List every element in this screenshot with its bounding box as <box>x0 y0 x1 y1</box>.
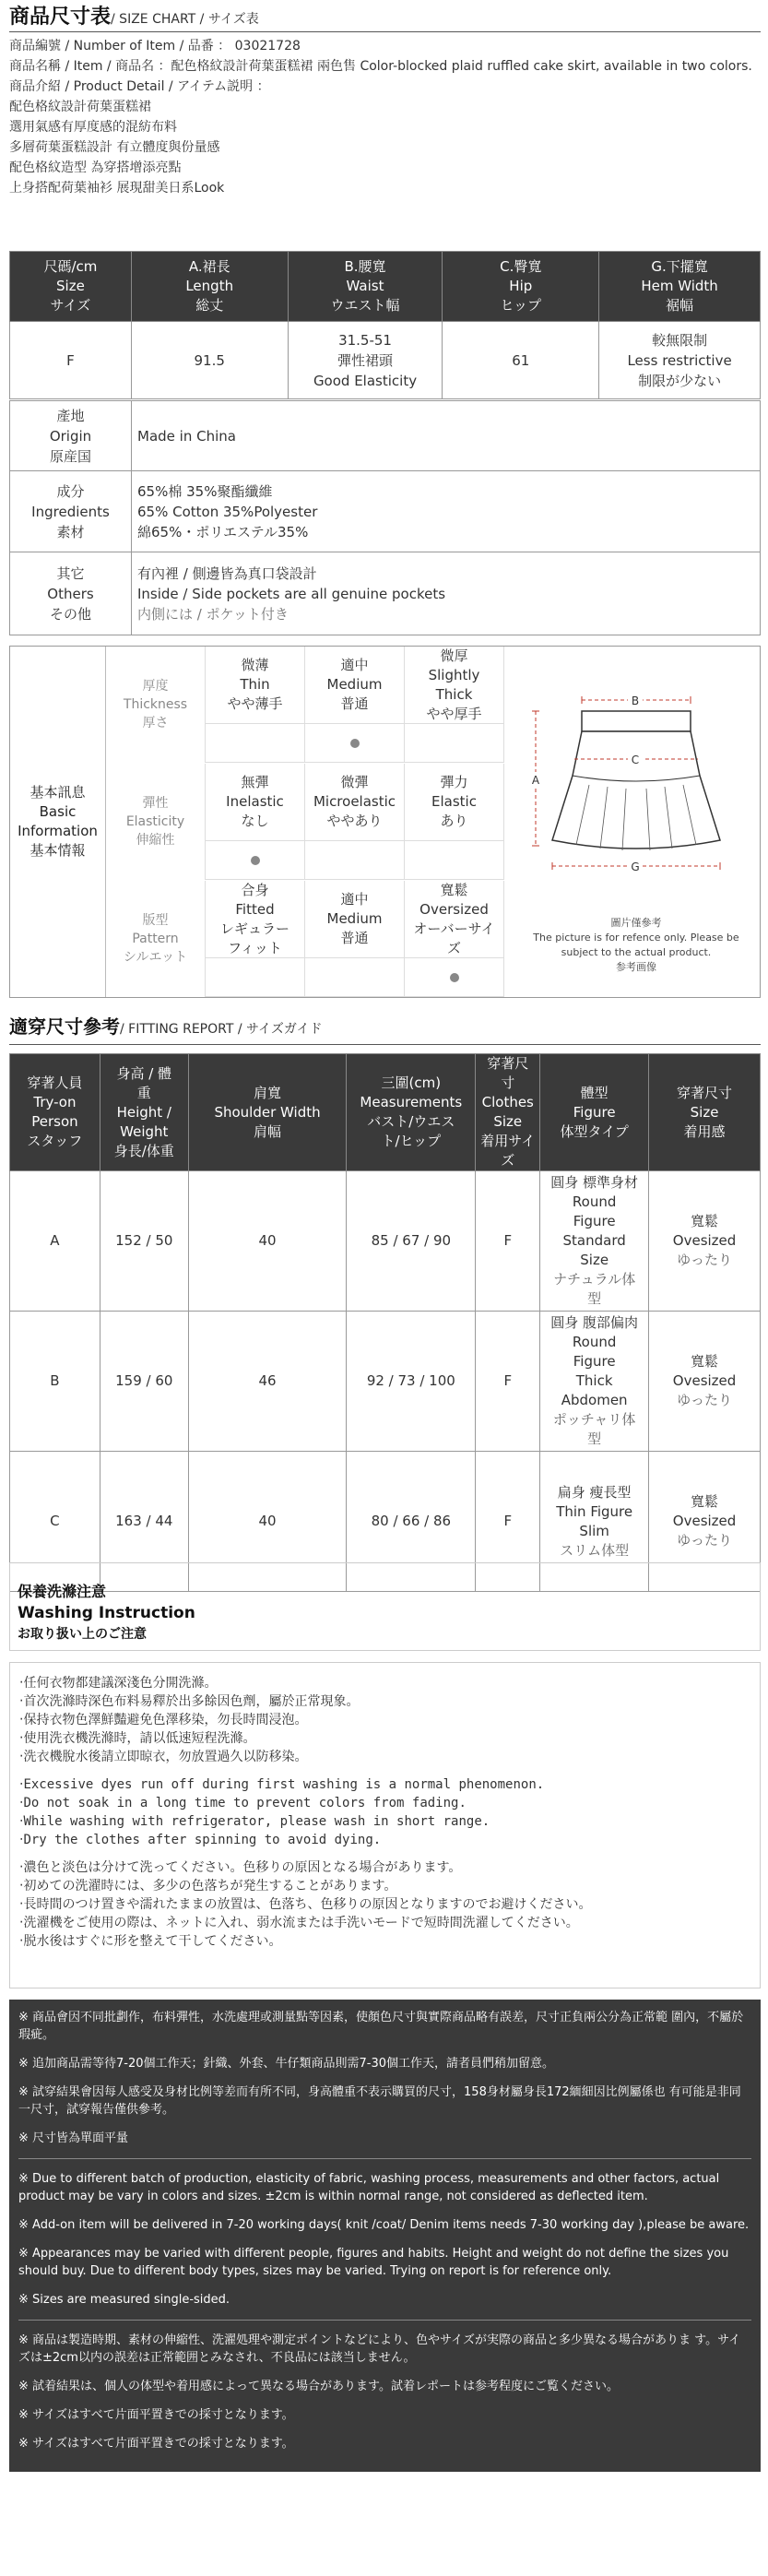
origin-value: Made in China <box>132 401 761 471</box>
header-clothes-size: 穿著尺 寸 Clothes Size 着用サイ ズ <box>476 1054 540 1171</box>
label-b: B <box>631 694 640 707</box>
list-item: ‧初めての洗濯時には、多少の色落ちが発生することがあります。 <box>19 1879 397 1893</box>
option-medium: 適中 Medium 普通 <box>305 647 405 724</box>
elasticity-row <box>106 764 508 881</box>
product-detail-line: 配色格紋設計荷葉蛋糕裙 <box>9 100 151 114</box>
selected-dot-icon <box>350 739 360 748</box>
note-item: ※ 追加商品需等待7-20個工作天；針織、外套、牛仔類商品則需7-30個工作天，請者員們稍加留意。 <box>18 2057 555 2071</box>
product-header <box>9 7 761 198</box>
list-item: ‧Do not soak in a long time to prevent colors from fading. <box>19 1796 467 1810</box>
table-row <box>10 322 761 399</box>
size-chart-title <box>9 7 761 30</box>
header-hem: G.下擺寬 Hem Width 裾幅 <box>599 252 761 322</box>
note-item: ※ Due to different batch of production, elasticity of fabric, washing process, measurements and other factors, actual product may be vary in colors and sizes. ±2cm is within normal range, not considered as deflected item. <box>18 2172 720 2203</box>
list-item: ‧濃色と淡色は分けて洗ってください。色移りの原因となる場合があります。 <box>19 1860 462 1875</box>
option-microelastic: 微彈 Microelastic ややあり <box>305 764 405 841</box>
attribute-grid <box>106 647 508 998</box>
product-detail-line: 選用氣感有厚度感的混紡布料 <box>9 120 177 135</box>
length-cell: 91.5 <box>131 322 288 399</box>
note-item: ※ サイズはすべて片面平置きでの採寸となります。 <box>18 2408 294 2422</box>
header-hip: C.臀寬 Hip ヒップ <box>443 252 599 322</box>
list-item: ‧保持衣物色澤鮮豔避免色澤移染，勿長時間浸泡。 <box>19 1713 308 1727</box>
product-detail-label: 商品介紹 / Product Detail / アイテム説明 ： <box>9 79 270 94</box>
selected-dot-icon <box>450 973 459 982</box>
skirt-diagram <box>515 656 757 988</box>
list-item: ‧使用洗衣機洗滌時，請以低速短程洗滌。 <box>19 1731 256 1746</box>
washing-title-zh: 保養洗滌注意 <box>18 1583 107 1600</box>
others-row: 其它 Others その他 有內裡 / 側邊皆為真口袋設計 Inside / Side pockets are all genuine pockets 内側には / ポケット付き <box>10 552 761 635</box>
title-main: 商品尺寸表 <box>9 6 112 29</box>
note-item: ※ 商品は製造時期、素材の伸縮性、洗濯処理や測定ポイントなどにより、色やサイズが実際の商品と多少異なる場合がありま す。サイズは±2cm以内の誤差は正常範囲とみなされ、不良品には該当しません。 <box>18 2333 741 2365</box>
waist-cell: 31.5-51 彈性裙頭 Good Elasticity <box>288 322 443 399</box>
hem-cell: 較無限制 Less restrictive 制限が少ない <box>599 322 761 399</box>
divider <box>9 31 761 32</box>
option-slightly-thick: 微厚 Slightly Thick やや厚手 <box>405 647 504 724</box>
product-detail-line: 上身搭配荷葉袖衫 展現甜美日系Look <box>9 181 225 196</box>
note-item: ※ Add-on item will be delivered in 7-20 working days( knit /coat/ Denim items needs 7-30 working day ),please be aware. <box>18 2218 750 2232</box>
selected-marker <box>405 958 504 997</box>
thickness-label: 厚度 Thickness 厚さ <box>106 647 206 763</box>
option-fitted: 合身 Fitted レギュラー フィット <box>206 881 305 958</box>
note-item: ※ 試着結果は、個人の体型や着用感によって異なる場合があります。試着レポートは参考程度にご覧ください。 <box>18 2380 619 2393</box>
others-value: 有內裡 / 側邊皆為真口袋設計 Inside / Side pockets are all genuine pockets 内側には / ポケット付き <box>132 552 761 635</box>
note-item: ※ Appearances may be varied with different people, figures and habits. Height and weight do not define the sizes you should buy. Due to different body types, sizes may be varied. Trying on report is for reference only. <box>18 2247 729 2278</box>
origin-row: 產地 Origin 原産国 Made in China <box>10 401 761 471</box>
header-shoulder: 肩寬 Shoulder Width 肩幅 <box>188 1054 347 1171</box>
washing-title-en: Washing Instruction <box>18 1604 195 1622</box>
washing-instructions <box>9 1662 761 1988</box>
size-table <box>9 251 761 399</box>
washing-title-ja: お取り扱い上のご注意 <box>18 1627 147 1642</box>
label-c: C <box>631 754 640 766</box>
header-length: A.裙長 Length 総丈 <box>131 252 288 322</box>
option-elastic: 彈力 Elastic あり <box>405 764 504 841</box>
option-inelastic: 無彈 Inelastic なし <box>206 764 305 841</box>
selected-marker <box>206 841 305 880</box>
list-item: ‧洗衣機脫水後請立即晾衣，勿放置過久以防移染。 <box>19 1750 308 1764</box>
note-item: ※ 商品會因不同批劃作，布料彈性，水洗處理或測量點等因素，使顏色尺寸與實際商品略有誤差，尺寸正負兩公分為正常範 圍內，不屬於瑕疵。 <box>18 2011 744 2042</box>
list-item: ‧While washing with refrigerator, please wash in short range. <box>19 1814 490 1829</box>
product-detail-line: 配色格紋造型 為穿搭增添亮點 <box>9 160 182 175</box>
note-item: ※ 尺寸皆為單面平量 <box>18 2131 129 2145</box>
selected-dot-icon <box>251 856 260 865</box>
fitting-report-title: 適穿尺寸參考/ FITTING REPORT / サイズガイド <box>9 1015 323 1038</box>
option-medium: 適中 Medium 普通 <box>305 881 405 958</box>
divider <box>18 2158 751 2159</box>
list-item: ‧長時間のつけ置きや濡れたままの放置は、色落ち、色移りの原因となりますのでお避けください。 <box>19 1897 592 1912</box>
item-number: 商品編號 / Number of Item / 品番 ： 03021728 <box>9 39 301 53</box>
header-person: 穿著人員 Try-on Person スタッフ <box>10 1054 100 1171</box>
skirt-diagram-icon <box>515 656 757 914</box>
header-height-weight: 身高 / 體 重 Height / Weight 身長/体重 <box>100 1054 188 1171</box>
list-item: ‧Dry the clothes after spinning to avoid dying. <box>19 1833 382 1847</box>
header-size: 尺碼/cm Size サイズ <box>10 252 132 322</box>
divider <box>9 1044 761 1045</box>
list-item: ‧任何衣物都建議深淺色分開洗滌。 <box>19 1676 218 1691</box>
pattern-label: 版型 Pattern シルエット <box>106 881 206 997</box>
thickness-row <box>106 647 508 764</box>
diagram-caption: 圖片僅參考 The picture is for refence only. Please be subject to the actual product. 参考画像 <box>533 917 739 973</box>
pattern-row <box>106 881 508 998</box>
table-row: C 163 / 44 40 80 / 66 / 86 F 扁身 瘦長型 Thin Figure Slim スリム体型 寬鬆 Ovesized ゆったり <box>10 1452 761 1592</box>
list-item: ‧脱水後はすぐに形を整えて干してください。 <box>19 1934 282 1949</box>
label-g: G <box>631 861 640 873</box>
header-measurements: 三圍(cm) Measurements バスト/ウエス ト/ヒップ <box>347 1054 476 1171</box>
table-row: A 152 / 50 40 85 / 67 / 90 F 圓身 標準身材 Round Figure Standard Size ナチュラル体 型 寬鬆 Ovesized ゆったり <box>10 1171 761 1312</box>
option-thin: 微薄 Thin やや薄手 <box>206 647 305 724</box>
fitting-table <box>9 1053 761 1592</box>
note-item: ※ サイズはすべて片面平置きでの採寸となります。 <box>18 2437 294 2451</box>
product-detail-line: 多層荷葉蛋糕設計 有立體度與份量感 <box>9 140 220 155</box>
selected-marker <box>305 724 405 763</box>
note-item: ※ 試穿結果會因每人感受及身材比例等差而有所不同，身高體重不表示購買的尺寸，158身材屬身長172緬細因比例屬係也 有可能是非同一尺寸，試穿報告僅供參考。 <box>18 2085 741 2117</box>
item-name: 商品名稱 / Item / 商品名 ：配色格紋設計荷葉蛋糕裙 兩色售 Color-blocked plaid ruffled cake skirt, available in two colors. <box>9 59 752 74</box>
list-item: ‧洗濯機をご使用の際は、ネットに入れ、弱水流または手洗いモードで短時間洗濯してください。 <box>19 1916 579 1930</box>
note-item: ※ Sizes are measured single-sided. <box>18 2293 230 2307</box>
basic-info-label: 基本訊息 Basic Information 基本情報 <box>10 647 106 997</box>
option-oversized: 寬鬆 Oversized オーバーサイ ズ <box>405 881 504 958</box>
washing-title-box <box>9 1562 761 1651</box>
elasticity-label: 彈性 Elasticity 伸縮性 <box>106 764 206 880</box>
divider <box>18 2320 751 2321</box>
material-info-table <box>9 400 761 635</box>
size-cell: F <box>10 322 132 399</box>
ingredients-value: 65%棉 35%聚酯纖維 65% Cotton 35%Polyester 綿65%・ポリエステル35% <box>132 471 761 552</box>
notes-panel <box>9 2000 761 2472</box>
title-sub: / SIZE CHART / サイズ表 <box>111 12 259 27</box>
hip-cell: 61 <box>443 322 599 399</box>
ingredients-row: 成分 Ingredients 素材 65%棉 35%聚酯纖維 65% Cotton 35%Polyester 綿65%・ポリエステル35% <box>10 471 761 552</box>
label-a: A <box>531 774 540 787</box>
basic-information <box>9 646 761 998</box>
list-item: ‧首次洗滌時深色布料易釋於出多餘因色劑，屬於正常現象。 <box>19 1694 360 1709</box>
list-item: ‧Excessive dyes run off during first washing is a normal phenomenon. <box>19 1777 545 1792</box>
header-figure: 體型 Figure 体型タイプ <box>540 1054 649 1171</box>
table-row: B 159 / 60 46 92 / 73 / 100 F 圓身 腹部偏肉 Round Figure Thick Abdomen ポッチャリ体 型 寬鬆 Ovesized ゆったり <box>10 1312 761 1452</box>
header-waist: B.腰寬 Waist ウエスト幅 <box>288 252 443 322</box>
header-fit: 穿著尺寸 Size 着用感 <box>649 1054 761 1171</box>
